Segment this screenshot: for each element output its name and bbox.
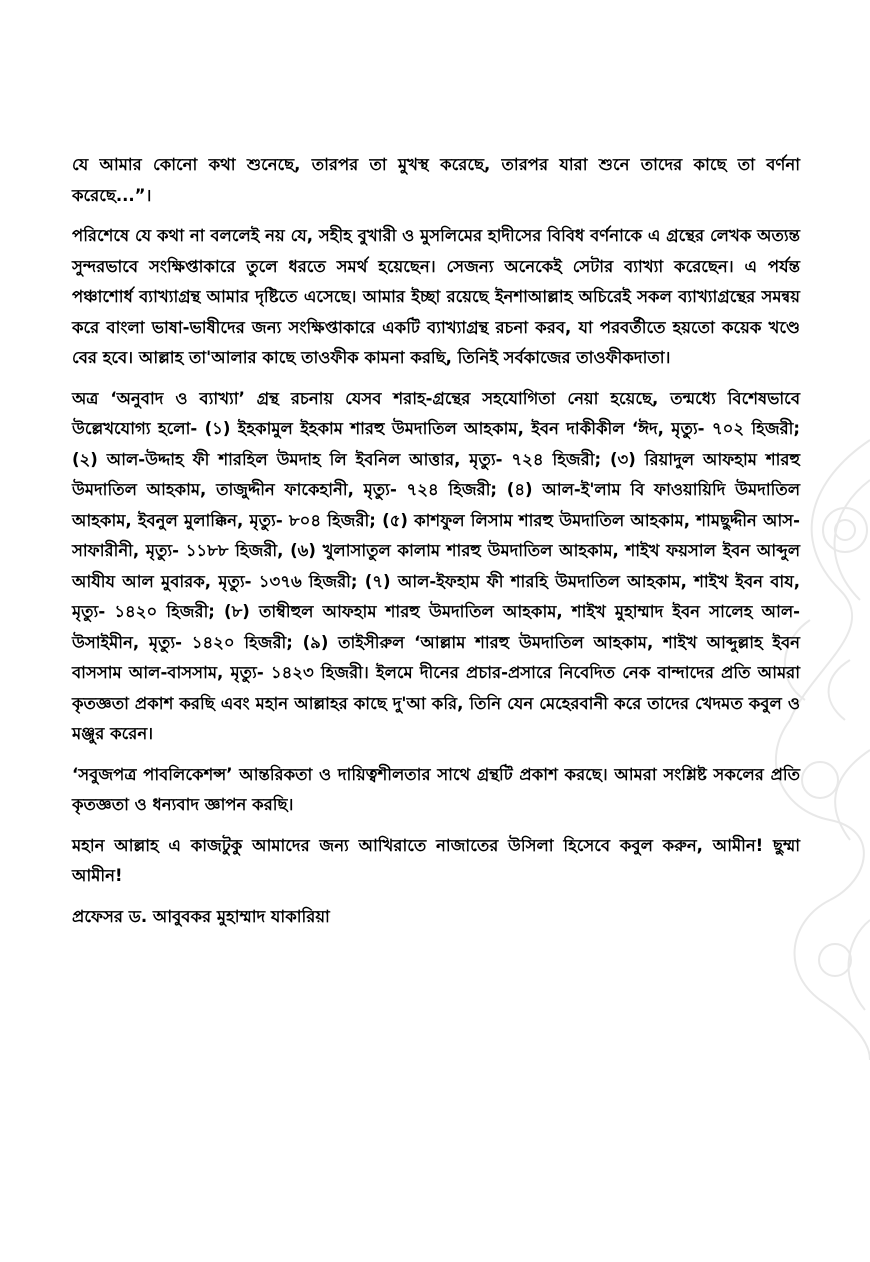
document-body <box>72 150 800 932</box>
paragraph-sources: অত্র ‘অনুবাদ ও ব্যাখ্যা’ গ্রন্থ রচনায় যেসব শরাহ-গ্রন্থের সহযোগিতা নেয়া হয়েছে, তন্মধ্যে বিশেষভাবে উল্লেখযোগ্য হলো- (১) ইহকামুল ইহকাম শারহু উমদাতিল আহকাম, ইবন দাকীকীল ‘ঈদ, মৃত্যু- ৭০২ হিজরী; (২) আল-উদ্দাহ ফী শারহিল উমদাহ লি ইবনিল আত্তার, মৃত্যু- ৭২৪ হিজরী; (৩) রিয়াদুল আফহাম শারহু উমদাতিল আহকাম, তাজুদ্দীন ফাকেহানী, মৃত্যু- ৭২৪ হিজরী; (৪) আল-ই'লাম বি ফাওয়ায়িদি উমদাতিল আহকাম, ইবনুল মুলাক্কিন, মৃত্যু- ৮০৪ হিজরী; (৫) কাশফুল লিসাম শারহু উমদাতিল আহকাম, শামছুদ্দীন আস-সাফারীনী, মৃত্যু- ১১৮৮ হিজরী, (৬) খুলাসাতুল কালাম শারহু উমদাতিল আহকাম, শাইখ ফয়সাল ইবন আব্দুল আযীয আল মুবারক, মৃত্যু- ১৩৭৬ হিজরী; (৭) আল-ইফহাম ফী শারহি উমদাতিল আহকাম, শাইখ ইবন বায, মৃত্যু- ১৪২০ হিজরী; (৮) তাম্বীহুল আফহাম শারহু উমদাতিল আহকাম, শাইখ মুহাম্মাদ ইবন সালেহ আল-উসাইমীন, মৃত্যু- ১৪২০ হিজরী; (৯) তাইসীরুল ‘আল্লাম শারহু উমদাতিল আহকাম, শাইখ আব্দুল্লাহ ইবন বাসসাম আল-বাসসাম, মৃত্যু- ১৪২৩ হিজরী। ইলমে দীনের প্রচার-প্রসারে নিবেদিত নেক বান্দাদের প্রতি আমরা কৃতজ্ঞতা প্রকাশ করছি এবং মহান আল্লাহর কাছে দু'আ করি, তিনি যেন মেহেরবানী করে তাদের খেদমত কবুল ও মঞ্জুর করেন। <box>72 388 800 743</box>
paragraph-hadith-narration: যে আমার কোনো কথা শুনেছে, তারপর তা মুখস্থ করেছে, তারপর যারা শুনে তাদের কাছে তা বর্ণনা করেছে...”। <box>72 155 800 205</box>
paragraph-publisher: ‘সবুজপত্র পাবলিকেশন্স’ আন্তরিকতা ও দায়িত্বশীলতার সাথে গ্রন্থটি প্রকাশ করছে। আমরা সংশ্লিষ্ট সকলের প্রতি কৃতজ্ঞতা ও ধন্যবাদ জ্ঞাপন করছি। <box>72 764 800 814</box>
author-signature: প্রফেসর ড. আবুবকর মুহাম্মাদ যাকারিয়া <box>72 906 330 926</box>
paragraph-commentaries: পরিশেষে যে কথা না বললেই নয় যে, সহীহ বুখারী ও মুসলিমের হাদীসের বিবিধ বর্ণনাকে এ গ্রন্থের লেখক অত্যন্ত সুন্দরভাবে সংক্ষিপ্তাকারে তুলে ধরতে সমর্থ হয়েছেন। সেজন্য অনেকেই সেটার ব্যাখ্যা করেছেন। এ পর্যন্ত পঞ্চাশোর্ধ ব্যাখ্যাগ্রন্থ আমার দৃষ্টিতে এসেছে। আমার ইচ্ছা রয়েছে ইনশাআল্লাহ অচিরেই সকল ব্যাখ্যাগ্রন্থের সমন্বয় করে বাংলা ভাষা-ভাষীদের জন্য সংক্ষিপ্তাকারে একটি ব্যাখ্যাগ্রন্থ রচনা করব, যা পরবর্তীতে হয়তো কয়েক খণ্ডে বের হবে। আল্লাহ তা'আলার কাছে তাওফীক কামনা করছি, তিনিই সর্বকাজের তাওফীকদাতা। <box>72 226 800 367</box>
paragraph-prayer: মহান আল্লাহ এ কাজটুকু আমাদের জন্য আখিরাতে নাজাতের উসিলা হিসেবে কবুল করুন, আমীন! ছুম্মা আমীন! <box>72 835 800 885</box>
